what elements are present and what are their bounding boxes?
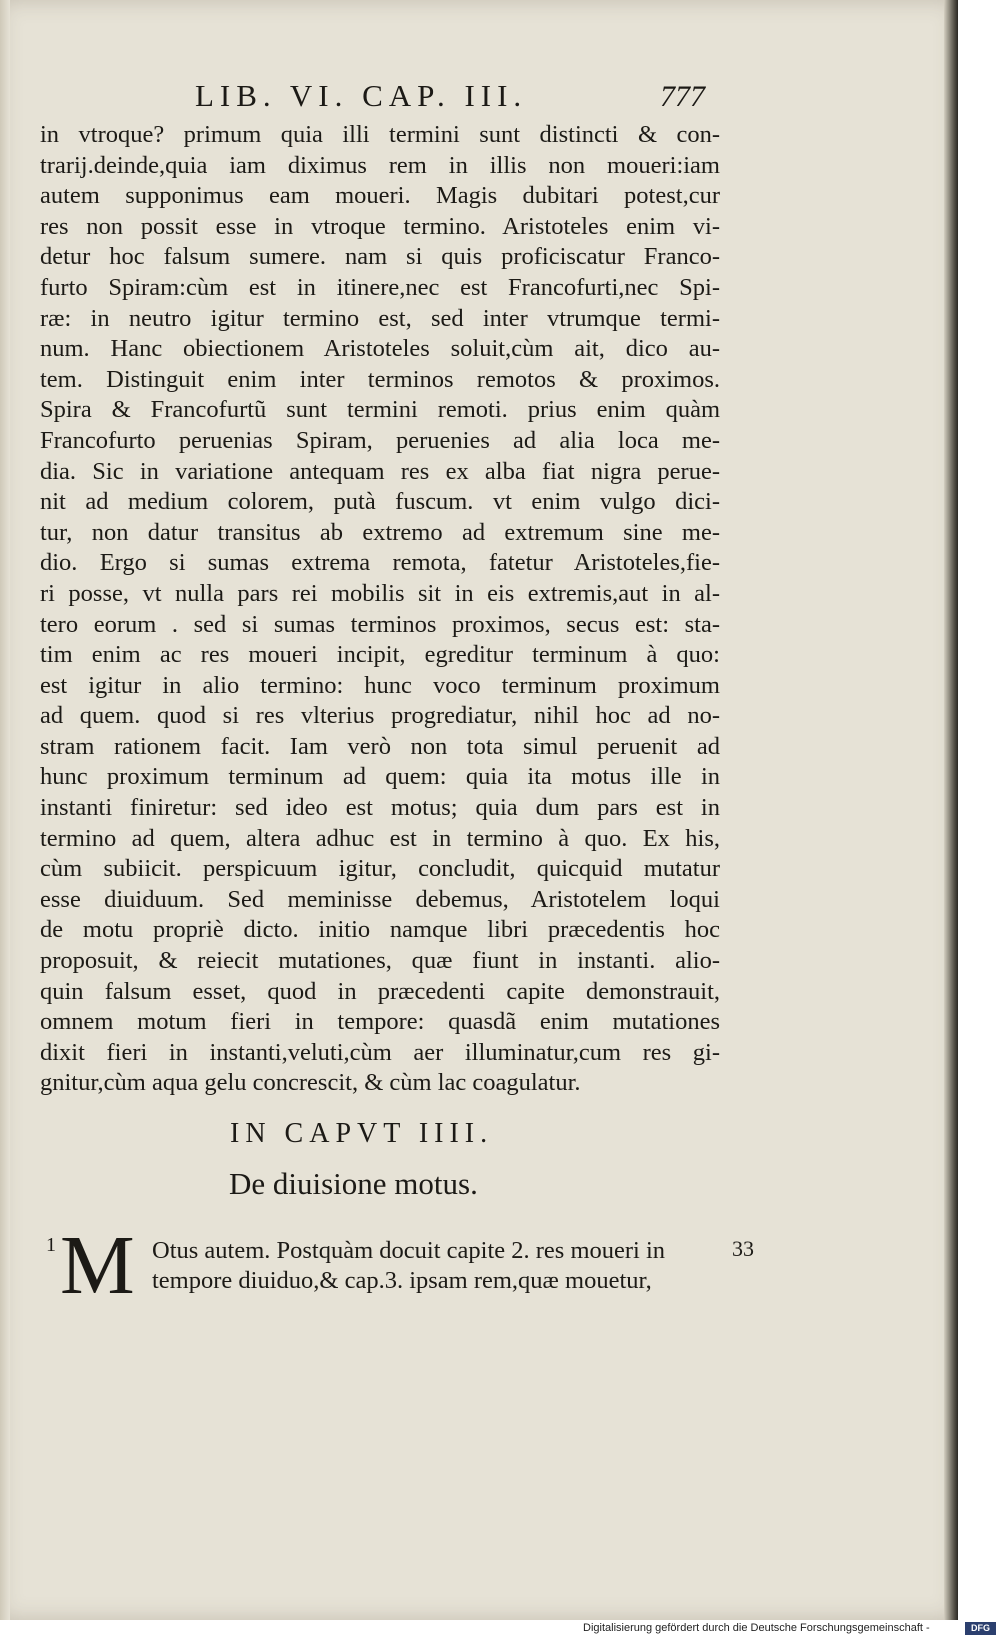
dfg-logo: DFG [965,1622,996,1635]
text-line: detur hoc falsum sumere. nam si quis proficiscatur Franco- [40,243,720,271]
text-line: dia. Sic in variatione antequam res ex alba fiat nigra perue- [40,457,720,485]
text-line: omnem motum fieri in tempore: quasdã enim mutationes [40,1008,720,1036]
text-line: autem supponimus eam moueri. Magis dubitari potest,cur [40,182,720,210]
drop-cap: M [60,1219,135,1312]
text-line: tur, non datur transitus ab extremo ad extremum sine me- [40,518,720,546]
text-line: tim enim ac res moueri incipit, egreditur terminum à quo: [40,641,720,669]
text-line: Francofurto peruenias Spiram, peruenies ad alia loca me- [40,426,720,454]
page-edge [944,0,958,1620]
chapter-opening-line: tempore diuiduo,& cap.3. ipsam rem,quæ mouetur, [152,1267,652,1294]
digitization-credit: Digitalisierung gefördert durch die Deutsche Forschungsgemeinschaft - [583,1622,930,1634]
text-line: dixit fieri in instanti,veluti,cùm aer illuminatur,cum res gi- [40,1038,720,1066]
text-line: proposuit, & reiecit mutationes, quæ fiunt in instanti. alio- [40,947,720,975]
text-line: termino ad quem, altera adhuc est in termino à quo. Ex his, [40,824,720,852]
text-line: est igitur in alio termino: hunc voco terminum proximum [40,671,720,699]
chapter-subtitle: De diuisione motus. [229,1166,478,1201]
text-line: res non possit esse in vtroque termino. Aristoteles enim vi- [40,212,720,240]
body-text [40,120,720,1099]
text-line: furto Spiram:cùm est in itinere,nec est Francofurti,nec Spi- [40,273,720,301]
margin-note-right: 33 [732,1236,754,1261]
text-line: ad quem. quod si res vlterius progrediatur, nihil hoc ad no- [40,702,720,730]
running-head: LIB. VI. CAP. III. [195,78,528,113]
page-number: 777 [660,80,705,113]
text-line: quin falsum esset, quod in præcedenti capite demonstrauit, [40,977,720,1005]
text-line: cùm subiicit. perspicuum igitur, concludit, quicquid mutatur [40,855,720,883]
text-line: stram rationem facit. Iam verò non tota simul peruenit ad [40,732,720,760]
text-line: esse diuiduum. Sed meminisse debemus, Aristotelem loqui [40,885,720,913]
text-line: ræ: in neutro igitur termino est, sed inter vtrumque termi- [40,304,720,332]
text-line: Spira & Francofurtũ sunt termini remoti. prius enim quàm [40,396,720,424]
page-gutter-shadow [0,0,10,1620]
text-line: trarij.deinde,quia iam diximus rem in illis non moueri:iam [40,151,720,179]
text-line: gnitur,cùm aqua gelu concrescit, & cùm lac coagulatur. [40,1069,581,1097]
text-line: num. Hanc obiectionem Aristoteles soluit,cùm ait, dico au- [40,335,720,363]
margin-note-left: 1 [46,1234,56,1256]
text-line: nit ad medium colorem, putà fuscum. vt enim vulgo dici- [40,488,720,516]
text-line: tem. Distinguit enim inter terminos remotos & proximos. [40,365,720,393]
text-line: ri posse, vt nulla pars rei mobilis sit in eis extremis,aut in al- [40,579,720,607]
text-line: de motu propriè dicto. initio namque libri præcedentis hoc [40,916,720,944]
text-line: tero eorum . sed si sumas terminos proximos, secus est: sta- [40,610,720,638]
text-line: instanti finiretur: sed ideo est motus; quia dum pars est in [40,794,720,822]
text-line: dio. Ergo si sumas extrema remota, fatetur Aristoteles,fie- [40,549,720,577]
text-line: hunc proximum terminum ad quem: quia ita motus ille in [40,763,720,791]
text-line: in vtroque? primum quia illi termini sunt distincti & con- [40,121,720,148]
chapter-opening-line: Otus autem. Postquàm docuit capite 2. res moueri in [152,1237,666,1264]
chapter-heading: IN CAPVT IIII. [230,1118,494,1149]
